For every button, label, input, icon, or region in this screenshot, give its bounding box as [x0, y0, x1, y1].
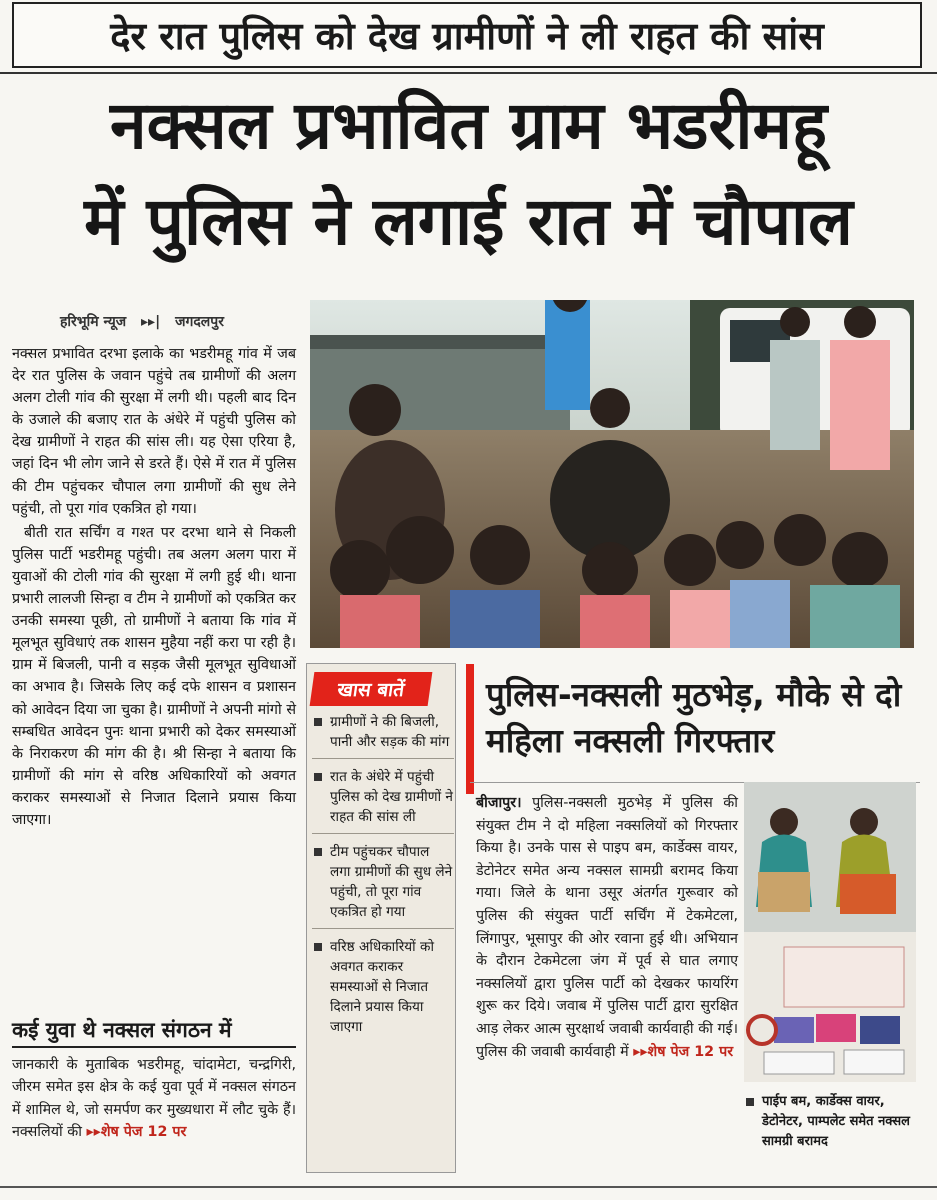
divider: [0, 1186, 937, 1188]
bullet-icon: [314, 773, 322, 781]
kicker-headline: देर रात पुलिस को देख ग्रामीणों ने ली राहत की सांस: [12, 2, 922, 68]
highlight-item: [312, 712, 454, 759]
byline: [60, 312, 224, 331]
divider: [0, 72, 937, 74]
lead-paragraph: नक्सल प्रभावित दरभा इलाके का भडरीमहू गांव में जब देर रात पुलिस के जवान पहुंचे तब ग्रामीणों की अलग अलग टोली गांव की सुरक्षा में लगी थी। पहली बाद दिन के उजाले की बजाए रात के अंधेरे में पहुंची पुलिस को देख ग्रामीणों ने राहत की सांस ली। यह ऐसा एरिया है, जहां दिन भी लोग जाने से डरते हैं। ऐसे में रात में पुलिस की टीम पहुंचकर चौपाल लगा ग्रामीणों की सुध लेने पहुंची, तो पूरा गांव एकत्रित हो गया।: [12, 346, 296, 517]
highlight-text: रात के अंधेरे में पहुंची पुलिस को देख ग्रामीणों ने राहत की सांस ली: [330, 769, 453, 825]
arrest-photo: [744, 782, 916, 1082]
dateline: बीजापुर।: [476, 795, 522, 811]
highlight-text: टीम पहुंचकर चौपाल लगा ग्रामीणों की सुध लेने पहुंची, तो पूरा गांव एकत्रित हो गया: [330, 844, 453, 920]
byline-place: जगदलपुर: [175, 314, 224, 330]
accent-bar: [466, 664, 474, 794]
headline-line-1: नक्सल प्रभावित ग्राम भडरीमहू: [109, 87, 828, 164]
highlights-list: [312, 712, 454, 1051]
story2-article: [476, 792, 738, 1063]
highlight-text: ग्रामीणों ने की बिजली, पानी और सड़क की मांग: [330, 714, 450, 750]
bullet-icon: [314, 718, 322, 726]
story2-paragraph: पुलिस-नक्सली मुठभेड़ में पुलिस की संयुक्त टीम ने दो महिला नक्सलियों को गिरफ्तार किया है। उनके पास से पाइप बम, कार्डेक्स वायर, डेटोनेटर समेत अन्य नक्सल सामग्री बरामद किया गया। जिले के थाना उसूर अंतर्गत गुरूवार को पुलिस की संयुक्त पार्टी सर्चिंग में टेकमेटला, लिंगापुर, भूसापुर की ओर रवाना हुई थी। अभियान के दौरान टेकमेटला जंग में पूर्व से घात लगाए नक्सलियों द्वारा पुलिस पार्टी को देखकर फायरिंग शुरू कर दिये। जवाब में पुलिस पार्टी द्वारा सुरक्षित आड़ लेकर आत्म सुरक्षार्थ जवाबी कार्यवाही की गई। पुलिस की जवाबी कार्यवाही में: [476, 795, 738, 1060]
continued-link: ▸▸शेष पेज 12 पर: [86, 1123, 187, 1140]
story2-headline: पुलिस-नक्सली मुठभेड़, मौके से दो महिला नक्सली गिरफ्तार: [486, 675, 902, 760]
lead-article: [12, 343, 296, 833]
highlight-text: वरिष्ठ अधिकारियों को अवगत कराकर समस्याओं से निजात दिलाने प्रयास किया जाएगा: [330, 939, 434, 1035]
chaupal-photo: [310, 300, 914, 648]
headline-line-2: में पुलिस ने लगाई रात में चौपाल: [84, 183, 853, 260]
highlight-item: [312, 767, 454, 834]
photo-caption: [744, 1092, 916, 1152]
lead-paragraph: बीती रात सर्चिंग व गश्त पर दरभा थाने से निकली पुलिस पार्टी भडरीमहू पहुंची। तब अलग अलग पारा में युवाओं की टोली गांव की सुरक्षा में लगी हुई थी। थाना प्रभारी लालजी सिन्हा व टीम ने ग्रामीणों को एकत्रित कर उनकी समस्या पूछी, तो ग्रामीणों ने बताया कि गांव में मूलभूत सुविधाएं तक शासन मुहैया नहीं करा पा रही है। ग्राम में बिजली, पानी व सड़क जैसी मूलभूत सुविधाओं का अभाव है। जिसके लिए कई दफे शासन व प्रशासन को आवेदन दिया जा चुका है। ग्रामीणों ने अपनी मांगो से सम्बधित आवेदन पुनः थाना प्रभारी को देकर समस्याओं के निराकरण की मांग की है। श्री सिन्हा ने बताया कि ग्रामीणों की मांग से वरिष्ठ अधिकारियों को अवगत कराकर समस्याओं से निजात दिलाने प्रयास किया जाएगा।: [12, 524, 297, 828]
highlight-item: [312, 937, 454, 1043]
highlight-item: [312, 842, 454, 929]
byline-separator: ▸▸|: [141, 314, 161, 330]
caption-text: पाईप बम, कार्डेक्स वायर, डेटोनेटर, पाम्पलेट समेत नक्सल सामग्री बरामद: [762, 1094, 910, 1149]
sub-article: [12, 1054, 296, 1143]
subheading: कई युवा थे नक्सल संगठन में: [12, 1016, 296, 1048]
byline-source: हरिभूमि न्यूज: [60, 314, 127, 330]
bullet-icon: [746, 1098, 754, 1106]
highlights-title: खास बातें: [310, 672, 433, 706]
bullet-icon: [314, 943, 322, 951]
sub-paragraph: जानकारी के मुताबिक भडरीमहू, चांदामेटा, चन्द्रगिरी, जीरम समेत इस क्षेत्र के कई युवा पूर्व में नक्सल संगठन में शामिल थे, जो समर्पण कर मुख्यधारा में लौट चुके हैं। नक्सलियों की: [12, 1057, 296, 1140]
continued-link: ▸▸शेष पेज 12 पर: [633, 1043, 734, 1060]
bullet-icon: [314, 848, 322, 856]
main-headline: [0, 78, 937, 270]
